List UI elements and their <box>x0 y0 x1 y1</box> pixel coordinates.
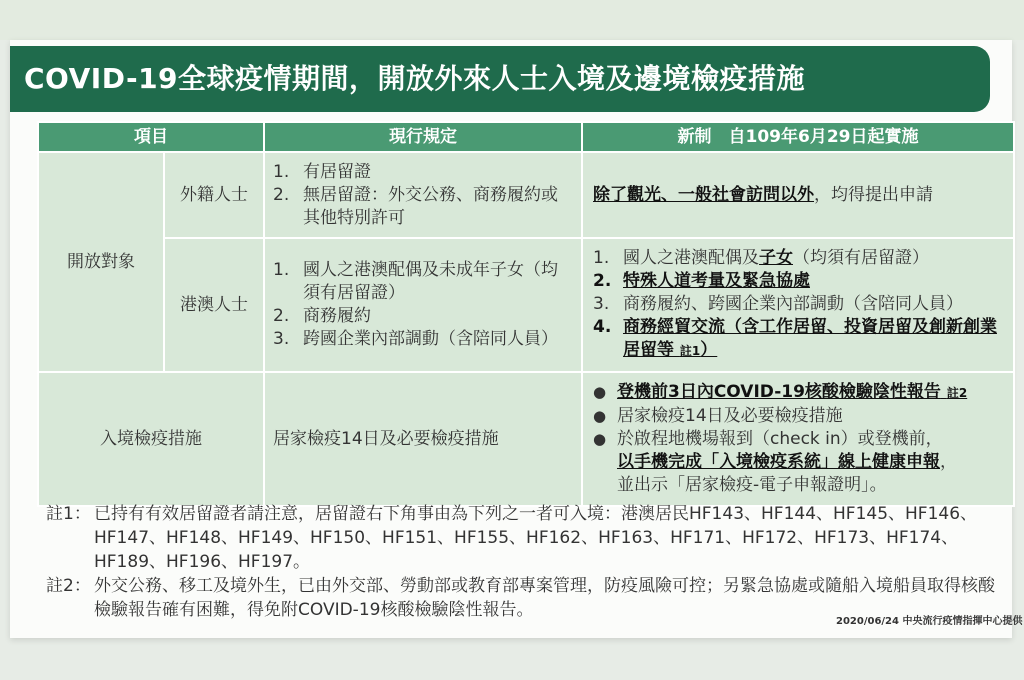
background-strip <box>0 0 1024 40</box>
footnote-1: 註1： 已持有有效居留證者請注意，居留證右下角事由為下列之一者可入境：港澳居民HF143、HF144、HF145、HF146、HF147、HF148、HF149、HF150、HF151、HF155、HF162、HF163、HF171、HF172、HF173、HF174、HF189、HF196、HF197。 <box>46 504 978 572</box>
header-current: 現行規定 <box>264 122 582 152</box>
foreigners-new <box>582 152 1014 238</box>
list-item: 3. 跨國企業內部調動（含陪同人員） <box>273 329 558 349</box>
list-item: ● 居家檢疫14日及必要檢疫措施 <box>593 406 843 426</box>
hk-macau-current <box>264 238 582 372</box>
foreigners-new-bold: 除了觀光、一般社會訪問以外 <box>593 184 814 205</box>
list-item: 4. 商務經貿交流（含工作居留、投資居留及創新創業居留等 註1） <box>593 317 997 360</box>
table-header-row <box>38 122 1014 152</box>
footnotes <box>46 502 996 622</box>
quarantine-label: 入境檢疫措施 <box>38 372 264 506</box>
list-item: ● 登機前3日內COVID-19核酸檢驗陰性報告 註2 <box>593 382 968 402</box>
header-new: 新制 自109年6月29日起實施 <box>582 122 1014 152</box>
list-item: 1. 國人之港澳配偶及子女（均須有居留證） <box>593 248 929 268</box>
quarantine-new <box>582 372 1014 506</box>
table-row <box>38 238 1014 372</box>
policy-table <box>37 121 1013 507</box>
footnote-2: 註2： 外交公務、移工及境外生，已由外交部、勞動部或教育部專案管理，防疫風險可控；另緊急協處或隨船入境船員取得核酸檢驗報告確有困難，得免附COVID-19核酸檢驗陰性報告。 <box>46 576 995 620</box>
table-row <box>38 152 1014 238</box>
foreigners-label: 外籍人士 <box>164 152 264 238</box>
table-row <box>38 372 1014 506</box>
list-item: 2. 商務履約 <box>273 306 371 326</box>
list-item: ● 於啟程地機場報到（check in）或登機前， 以手機完成「入境檢疫系統」線上健康申報， 並出示「居家檢疫-電子申報證明」。 <box>593 429 957 495</box>
list-item: 2. 無居留證：外交公務、商務履約或其他特別許可 <box>273 184 558 228</box>
open-target-label: 開放對象 <box>38 152 164 372</box>
foreigners-current <box>264 152 582 238</box>
header-item: 項目 <box>38 122 264 152</box>
list-item: 1. 國人之港澳配偶及未成年子女（均須有居留證） <box>273 260 558 303</box>
page-title: COVID-19全球疫情期間，開放外來人士入境及邊境檢疫措施 <box>10 46 990 112</box>
source-credit: 2020/06/24 中央流行疫情指揮中心提供 <box>836 616 1023 627</box>
hk-macau-new <box>582 238 1014 372</box>
quarantine-current: 居家檢疫14日及必要檢疫措施 <box>264 372 582 506</box>
list-item: 3. 商務履約、跨國企業內部調動（含陪同人員） <box>593 294 963 314</box>
hk-macau-label: 港澳人士 <box>164 238 264 372</box>
list-item: 2. 特殊人道考量及緊急協處 <box>593 271 810 291</box>
list-item: 1. 有居留證 <box>273 161 371 182</box>
foreigners-new-rest: ，均得提出申請 <box>814 184 933 205</box>
